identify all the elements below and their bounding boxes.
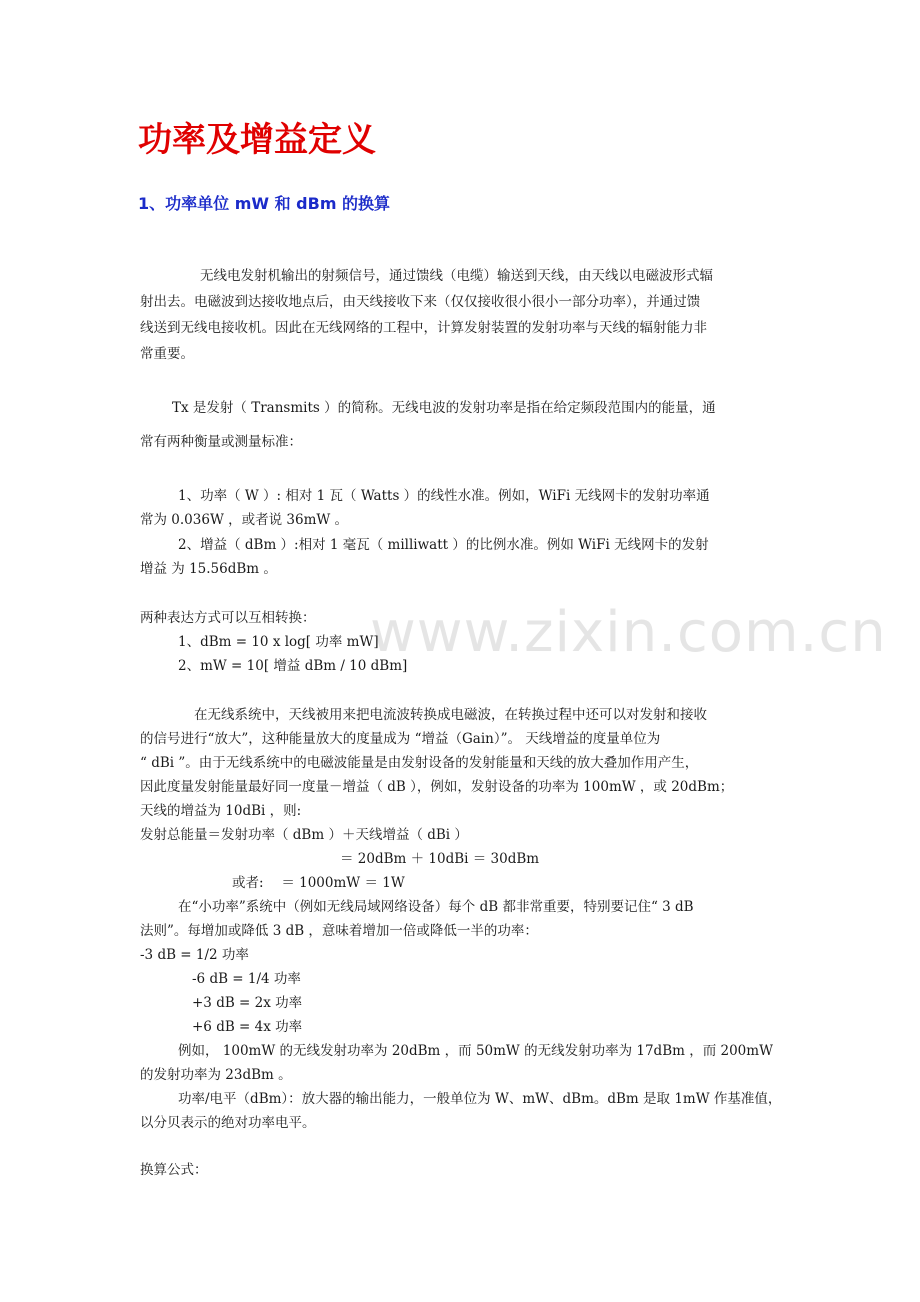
- paragraph-line: 天线的增益为 10dBi ，则:: [140, 803, 302, 819]
- paragraph-line: 常重要。: [140, 346, 194, 362]
- paragraph-line: 线送到无线电接收机。因此在无线网络的工程中，计算发射装置的发射功率与天线的辐射能力非: [140, 320, 707, 336]
- formula-line: 发射总能量＝发射功率（ dBm ）＋天线增益（ dBi ）: [140, 827, 468, 843]
- paragraph-line: 的发射功率为 23dBm 。: [140, 1067, 292, 1083]
- formula-line: ＝ 20dBm ＋ 10dBi ＝ 30dBm: [340, 851, 540, 867]
- paragraph-line: 因此度量发射能量最好同一度量－增益（ dB ），例如，发射设备的功率为 100mW ，或 20dBm；: [140, 779, 734, 795]
- paragraph-line: 在“小功率”系统中（例如无线局域网络设备）每个 dB 都非常重要，特别要记住“ 3 dB: [178, 899, 694, 915]
- paragraph-line: 无线电发射机输出的射频信号，通过馈线（电缆）输送到天线，由天线以电磁波形式辐: [200, 268, 713, 284]
- paragraph-line: 以分贝表示的绝对功率电平。: [140, 1115, 316, 1131]
- formula-line: 2、mW = 10[ 增益 dBm / 10 dBm]: [178, 658, 408, 674]
- paragraph-line: 增益 为 15.56dBm 。: [140, 561, 277, 577]
- paragraph-line: 的信号进行“放大”，这种能量放大的度量成为 “增益（Gain）”。 天线增益的度量单位为: [140, 731, 661, 747]
- watermark: www.zixin.com.cn: [370, 600, 887, 665]
- formula-line: +3 dB = 2x 功率: [192, 995, 303, 1011]
- paragraph-line: 射出去。电磁波到达接收地点后，由天线接收下来（仅仅接收很小很小一部分功率），并通过馈: [140, 294, 701, 310]
- paragraph-line: 两种表达方式可以互相转换：: [140, 610, 316, 626]
- paragraph-line: 常有两种衡量或测量标准：: [140, 434, 302, 450]
- paragraph-line: 常为 0.036W ，或者说 36mW 。: [140, 512, 349, 528]
- paragraph-line: 1、功率（ W ）: 相对 1 瓦（ Watts ）的线性水准。例如，WiFi 无线网卡的发射功率通: [178, 488, 710, 504]
- paragraph-line: Tx 是发射（ Transmits ）的简称。无线电波的发射功率是指在给定频段范围内的能量，通: [172, 400, 716, 416]
- paragraph-line: 例如， 100mW 的无线发射功率为 20dBm ，而 50mW 的无线发射功率为 17dBm ，而 200mW: [178, 1043, 773, 1059]
- formula-line: -6 dB = 1/4 功率: [192, 971, 301, 987]
- paragraph-line: “ dBi ”。由于无线系统中的电磁波能量是由发射设备的发射能量和天线的放大叠加作用产生，: [140, 755, 699, 771]
- formula-line: +6 dB = 4x 功率: [192, 1019, 303, 1035]
- formula-line: -3 dB = 1/2 功率: [140, 947, 249, 963]
- paragraph-line: 功率/电平（dBm）：放大器的输出能力，一般单位为 W、mW、dBm。dBm 是取 1mW 作基准值，: [178, 1091, 782, 1107]
- page-title: 功率及增益定义: [138, 120, 376, 160]
- paragraph-line: 在无线系统中，天线被用来把电流波转换成电磁波，在转换过程中还可以对发射和接收: [194, 707, 707, 723]
- paragraph-line: 法则”。每增加或降低 3 dB ，意味着增加一倍或降低一半的功率：: [140, 923, 538, 939]
- section-heading: 1、功率单位 mW 和 dBm 的换算: [138, 194, 391, 213]
- paragraph-line: 换算公式：: [140, 1162, 208, 1178]
- formula-line: 或者: ＝ 1000mW ＝ 1W: [232, 875, 405, 891]
- formula-line: 1、dBm = 10 x log[ 功率 mW]: [178, 634, 379, 650]
- paragraph-line: 2、增益（ dBm ）:相对 1 毫瓦（ milliwatt ）的比例水准。例如 WiFi 无线网卡的发射: [178, 537, 709, 553]
